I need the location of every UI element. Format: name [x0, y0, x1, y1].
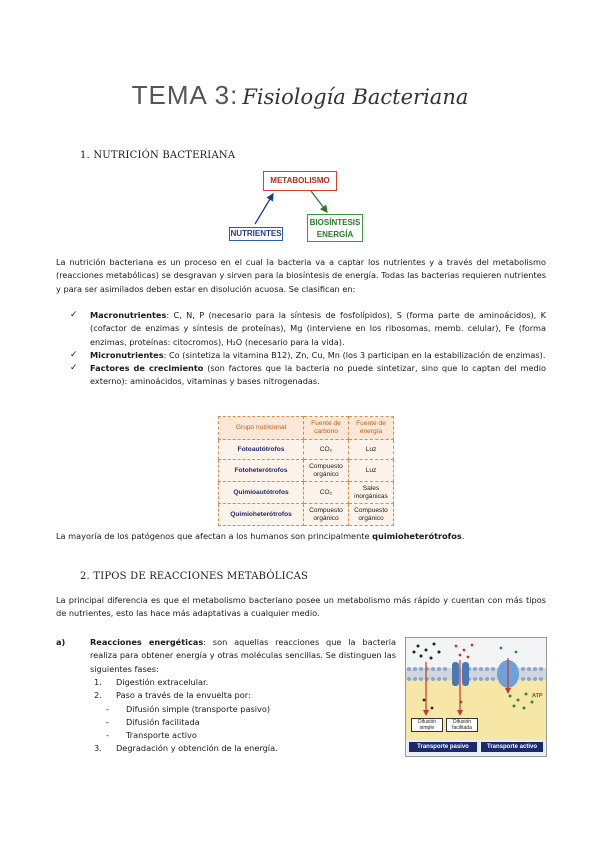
bullet-text: : C, N, P (necesario para la síntesis de fosfolípidos), S (forma parte de aminoácidos), K (cofactor de enzimas y síntesis de proteínas), Mg (interviene en los ribosomas, memb. celular), Fe (forma enzimas, proteínas: citocromos), H₂O (necesario para la vida).: [90, 310, 546, 347]
substep-2: - Difusión facilitada: [106, 716, 200, 727]
table-cell: CO₂: [304, 482, 349, 504]
title-main: TEMA 3: [131, 80, 231, 110]
step-2: [94, 689, 376, 702]
table-cell: Luz: [349, 440, 394, 460]
label-simple-line1: Difusión: [417, 719, 437, 725]
metabolism-box: METABOLISMO: [263, 171, 337, 191]
section1-heading: 1. NUTRICIÓN BACTERIANA: [80, 150, 236, 161]
table-cell: Fotoheterótrofos: [219, 460, 304, 482]
metabolism-diagram: [225, 168, 375, 246]
label-simple-line2: simple: [419, 725, 435, 731]
table-cell: Compuesto orgánico: [349, 504, 394, 526]
transport-figure: [405, 637, 547, 757]
membrane-illustration: [406, 638, 546, 756]
step-number: 3.: [94, 743, 102, 754]
bullet-factores: [70, 362, 546, 389]
nutrition-table: [218, 416, 394, 526]
bullet-text: : Co (sintetiza la vitamina B12), Zn, Cu, Mn (los 3 participan en la estabilización de enzimas).: [163, 349, 546, 360]
substep-3: - Transporte activo: [106, 730, 197, 741]
bullet-term: Factores de crecimiento: [90, 363, 204, 374]
th-energy: Fuente de energía: [349, 417, 394, 440]
label-facilitated-diffusion: [446, 718, 478, 732]
label-facil-line2: facilitada: [452, 725, 472, 731]
table-cell: Sales inorgánicas: [349, 482, 394, 504]
table-cell: Compuesto orgánico: [304, 460, 349, 482]
section2-intro: La principal diferencia es que el metabolismo bacteriano posee un metabolismo más rápido y cuentan con más tipos de nutrientes, esto las hace más adaptativas a cualquier medio.: [56, 595, 546, 619]
page-title: [0, 80, 600, 111]
step-text: Digestión extracelular.: [116, 677, 209, 687]
check-icon: ✓: [70, 310, 78, 320]
arrow-nutrients-to-metabolism: [255, 194, 273, 224]
section1-closing: [56, 530, 546, 543]
title-sub: Fisiología Bacteriana: [242, 85, 469, 109]
step-1: [94, 676, 376, 689]
label-simple-diffusion: [411, 718, 443, 732]
step-text: Paso a través de la envuelta por:: [116, 690, 251, 701]
closing-prefix: La mayoría de los patógenos que afectan a los humanos son principalmente: [56, 531, 373, 541]
section2-heading: 2. TIPOS DE REACCIONES METABÓLICAS: [80, 571, 309, 582]
bullet-term: Micronutrientes: [90, 349, 164, 360]
bullet-text: (son factores que la bacteria no puede sintetizar, sino que lo captan del medio externo): aminoácidos, vitaminas y bases nitrogenadas.: [90, 363, 546, 387]
footer-active: Transporte activo: [481, 742, 543, 752]
label-facil-line1: Difusión: [452, 719, 472, 725]
step-number: 1.: [94, 677, 102, 687]
th-carbon: Fuente de carbono: [304, 417, 349, 440]
substep-text: Transporte activo: [126, 730, 197, 741]
bullet-macronutrientes: [70, 309, 546, 349]
a-label-text: a): [56, 637, 66, 647]
closing-bold: quimioheterótrofos: [372, 531, 462, 541]
step-text: Degradación y obtención de la energía.: [116, 743, 278, 754]
table-cell: Compuesto orgánico: [304, 504, 349, 526]
substep-1: - Difusión simple (transporte pasivo): [106, 703, 271, 714]
steps-list: [94, 676, 376, 756]
substep-text: Difusión facilitada: [126, 716, 200, 727]
atp-label: ATP: [532, 693, 543, 699]
bullet-term: Macronutrientes: [90, 310, 167, 320]
a-term: Reacciones energéticas: [90, 637, 204, 647]
step-3: [94, 742, 376, 755]
th-group: Grupo nutricional: [219, 417, 304, 440]
diagram-arrows: [225, 168, 375, 246]
nutrient-bullets: [70, 309, 546, 389]
check-icon: ✓: [70, 349, 78, 360]
biosynthesis-line2: ENERGÍA: [316, 230, 354, 239]
a-label: [56, 636, 66, 649]
table-cell: Quimioautótrofos: [219, 482, 304, 504]
nutrients-box: NUTRIENTES: [229, 227, 283, 241]
a-paragraph: [90, 636, 396, 676]
table-cell: Luz: [349, 460, 394, 482]
substep-text: Difusión simple (transporte pasivo): [126, 703, 271, 714]
biosynthesis-line1: BIOSÍNTESIS: [309, 218, 361, 227]
check-icon: ✓: [70, 363, 78, 374]
table-cell: Fotoautótrofos: [219, 440, 304, 460]
table-cell: CO₂: [304, 440, 349, 460]
arrow-metabolism-to-biosynthesis: [311, 191, 327, 212]
footer-passive: Transporte pasivo: [409, 742, 477, 752]
table-cell: Quimioheterótrofos: [219, 504, 304, 526]
title-sep: :: [230, 80, 239, 110]
nutrition-table-wrap: [218, 416, 394, 526]
bullet-micronutrientes: [70, 349, 546, 362]
section1-intro: La nutrición bacteriana es un proceso en el cual la bacteria va a captar los nutrientes y a través del metabolismo (reacciones metabólicas) se desgravan y sirven para la biosíntesis de energía. Todas las bacterias requieren nutrientes y para ser asimilados deben estar en disolución acuosa. Se clasifican en:: [56, 257, 546, 294]
closing-suffix: .: [461, 531, 465, 541]
step-number: 2.: [94, 690, 102, 701]
a-text: : son aquellas reacciones que la bacteria realiza para obtener energía y otras moléculas sencillas. Se distinguen las siguientes fases:: [90, 637, 397, 674]
